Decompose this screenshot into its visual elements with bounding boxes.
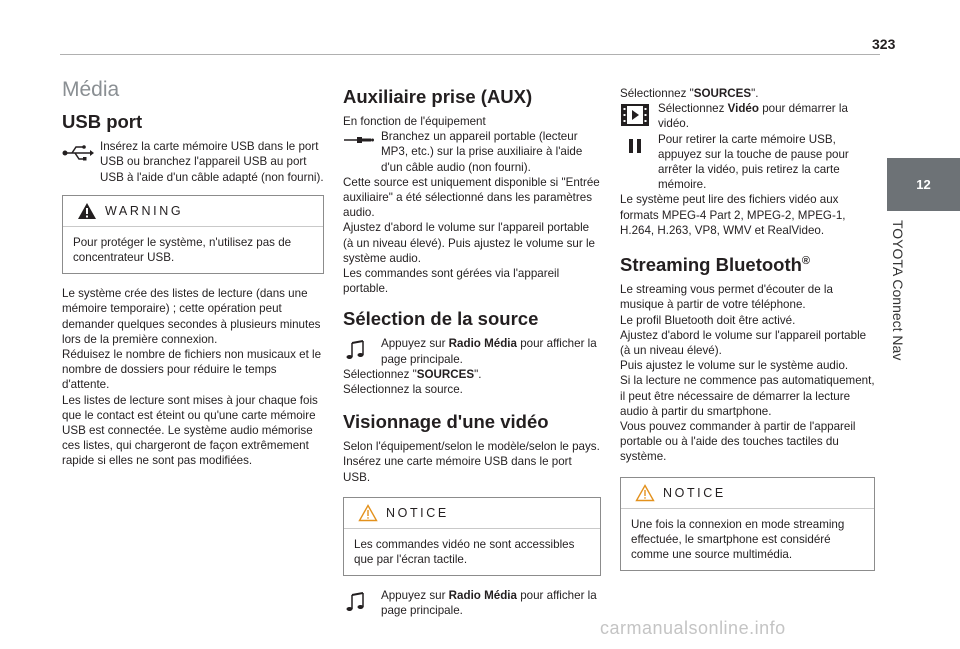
instruction-text: Appuyez sur <box>381 337 449 351</box>
instruction-text: Sélectionnez " <box>343 367 417 381</box>
instruction-text: pour afficher la page principale. <box>381 337 597 366</box>
aux-title: Auxiliaire prise (AUX) <box>343 86 533 107</box>
paragraph: Le système crée des listes de lecture (dans une mémoire temporaire) ; cette opération peut demander quelques secondes à plusieurs minutes lors de la première connexion. <box>62 287 321 346</box>
warning-label: WARNING <box>105 203 184 218</box>
column-3 <box>620 86 875 583</box>
section-tab[interactable]: 12 <box>887 158 960 211</box>
instruction-text: Appuyez sur <box>381 589 449 603</box>
top-divider <box>60 54 880 55</box>
select-source-text: Sélectionnez la source. <box>343 383 463 397</box>
notice-icon <box>358 504 378 522</box>
warning-box <box>62 195 324 274</box>
notice-header <box>344 498 600 529</box>
notice-text: Une fois la connexion en mode streaming effectuée, le smartphone est considéré comme une source multimédia. <box>631 517 845 562</box>
sources-label: SOURCES <box>693 87 752 100</box>
instruction-text: Sélectionnez <box>658 102 728 116</box>
usb-instruction <box>62 139 324 185</box>
bt-paragraph: Vous pouvez commander à partir de l'appareil portable ou à l'aide des touches tactiles du système. <box>620 420 856 464</box>
instruction-text: pour démarrer la vidéo. <box>658 102 848 131</box>
bt-paragraph: Le streaming vous permet d'écouter de la musique à partir de votre téléphone. <box>620 283 833 312</box>
jack-plug-icon <box>343 131 375 155</box>
radio-media-label: Radio Média <box>448 589 517 603</box>
radio-media-instruction-2 <box>343 588 601 618</box>
pause-icon <box>620 134 652 158</box>
notice-box <box>343 497 601 576</box>
film-icon <box>620 103 652 127</box>
registered-mark: ® <box>801 255 811 268</box>
aux-paragraph: Ajustez d'abord le volume sur l'appareil portable (à un niveau élevé). Puis ajustez le volume sur le système audio. <box>343 221 595 265</box>
notice-header <box>621 478 874 509</box>
radio-media-instruction <box>343 336 601 366</box>
column-1 <box>62 78 324 469</box>
aux-icon-text: Branchez un appareil portable (lecteur MP3, etc.) sur la prise auxiliaire à l'aide d'un câble audio (non fourni). <box>381 130 583 174</box>
aux-instruction <box>343 129 601 175</box>
pause-text: Pour retirer la carte mémoire USB, appuyez sur la touche de pause pour arrêter la vidéo, puis retirez la carte mémoire. <box>658 132 849 192</box>
sources-label: SOURCES <box>416 367 475 381</box>
column-2 <box>343 86 601 619</box>
bt-paragraph: Ajustez d'abord le volume sur l'appareil portable (à un niveau élevé). <box>620 328 867 357</box>
video-paragraph: Selon l'équipement/selon le modèle/selon le pays. <box>343 440 600 454</box>
aux-paragraph: Cette source est uniquement disponible si "Entrée auxiliaire" a été sélectionné dans les paramètres audio. <box>343 175 600 220</box>
music-note-icon <box>343 590 375 614</box>
video-instruction <box>620 101 875 131</box>
formats-text: Le système peut lire des fichiers vidéo aux formats MPEG-4 Part 2, MPEG-2, MPEG-1, H.264, H.263, VP8, WMV et RealVideo. <box>620 193 846 237</box>
warning-text: Pour protéger le système, n'utilisez pas de concentrateur USB. <box>73 235 292 265</box>
warning-header <box>63 196 323 227</box>
section-title <box>868 220 928 400</box>
source-title: Sélection de la source <box>343 308 539 330</box>
bluetooth-title-text: Streaming Bluetooth <box>620 254 802 276</box>
instruction-text: pour afficher la page principale. <box>381 589 597 618</box>
usb-icon <box>62 141 94 165</box>
usb-text: Insérez la carte mémoire USB dans le port USB ou branchez l'appareil USB au port USB à l'aide d'un câble adapté (non fourni). <box>100 140 324 184</box>
bt-paragraph: Le profil Bluetooth doit être activé. <box>620 313 796 327</box>
instruction-text: ". <box>751 87 759 100</box>
notice-label: NOTICE <box>663 485 726 500</box>
pause-instruction <box>620 132 875 193</box>
paragraph: Les listes de lecture sont mises à jour chaque fois que le contact est éteint ou qu'une carte mémoire USB est connectée. Le système audio mémorise ces listes, qui chargeront de façon extrêmement rapide si elles ne sont pas modifiées. <box>62 393 318 468</box>
notice-icon <box>635 484 655 502</box>
aux-intro: En fonction de l'équipement <box>343 115 486 128</box>
music-note-icon <box>343 338 375 362</box>
warning-icon <box>77 202 97 220</box>
notice-text: Les commandes vidéo ne sont accessibles que par l'écran tactile. <box>354 537 575 567</box>
page-number: 323 <box>872 36 896 52</box>
bt-paragraph: Si la lecture ne commence pas automatiquement, il peut être nécessaire de démarrer la lecture audio à partir du smartphone. <box>620 374 875 418</box>
aux-paragraph: Les commandes sont gérées via l'appareil portable. <box>343 267 560 296</box>
video-label: Vidéo <box>727 102 759 116</box>
bt-paragraph: Puis ajustez le volume sur le système audio. <box>620 359 849 373</box>
watermark: carmanualsonline.info <box>600 618 786 638</box>
notice-label: NOTICE <box>386 505 449 520</box>
bluetooth-title <box>620 250 875 276</box>
video-title: Visionnage d'une vidéo <box>343 411 549 433</box>
notice-box <box>620 477 875 572</box>
instruction-text: Sélectionnez " <box>620 87 694 100</box>
paragraph: Réduisez le nombre de fichiers non musicaux et le nombre de dossiers pour réduire le temps d'attente. <box>62 348 322 392</box>
radio-media-label: Radio Média <box>448 337 517 351</box>
media-heading: Média <box>62 78 120 101</box>
section-title-text: TOYOTA Connect Nav <box>890 220 906 361</box>
video-paragraph: Insérez une carte mémoire USB dans le port USB. <box>343 455 572 484</box>
usb-title: USB port <box>62 111 143 133</box>
instruction-text: ". <box>474 367 482 381</box>
